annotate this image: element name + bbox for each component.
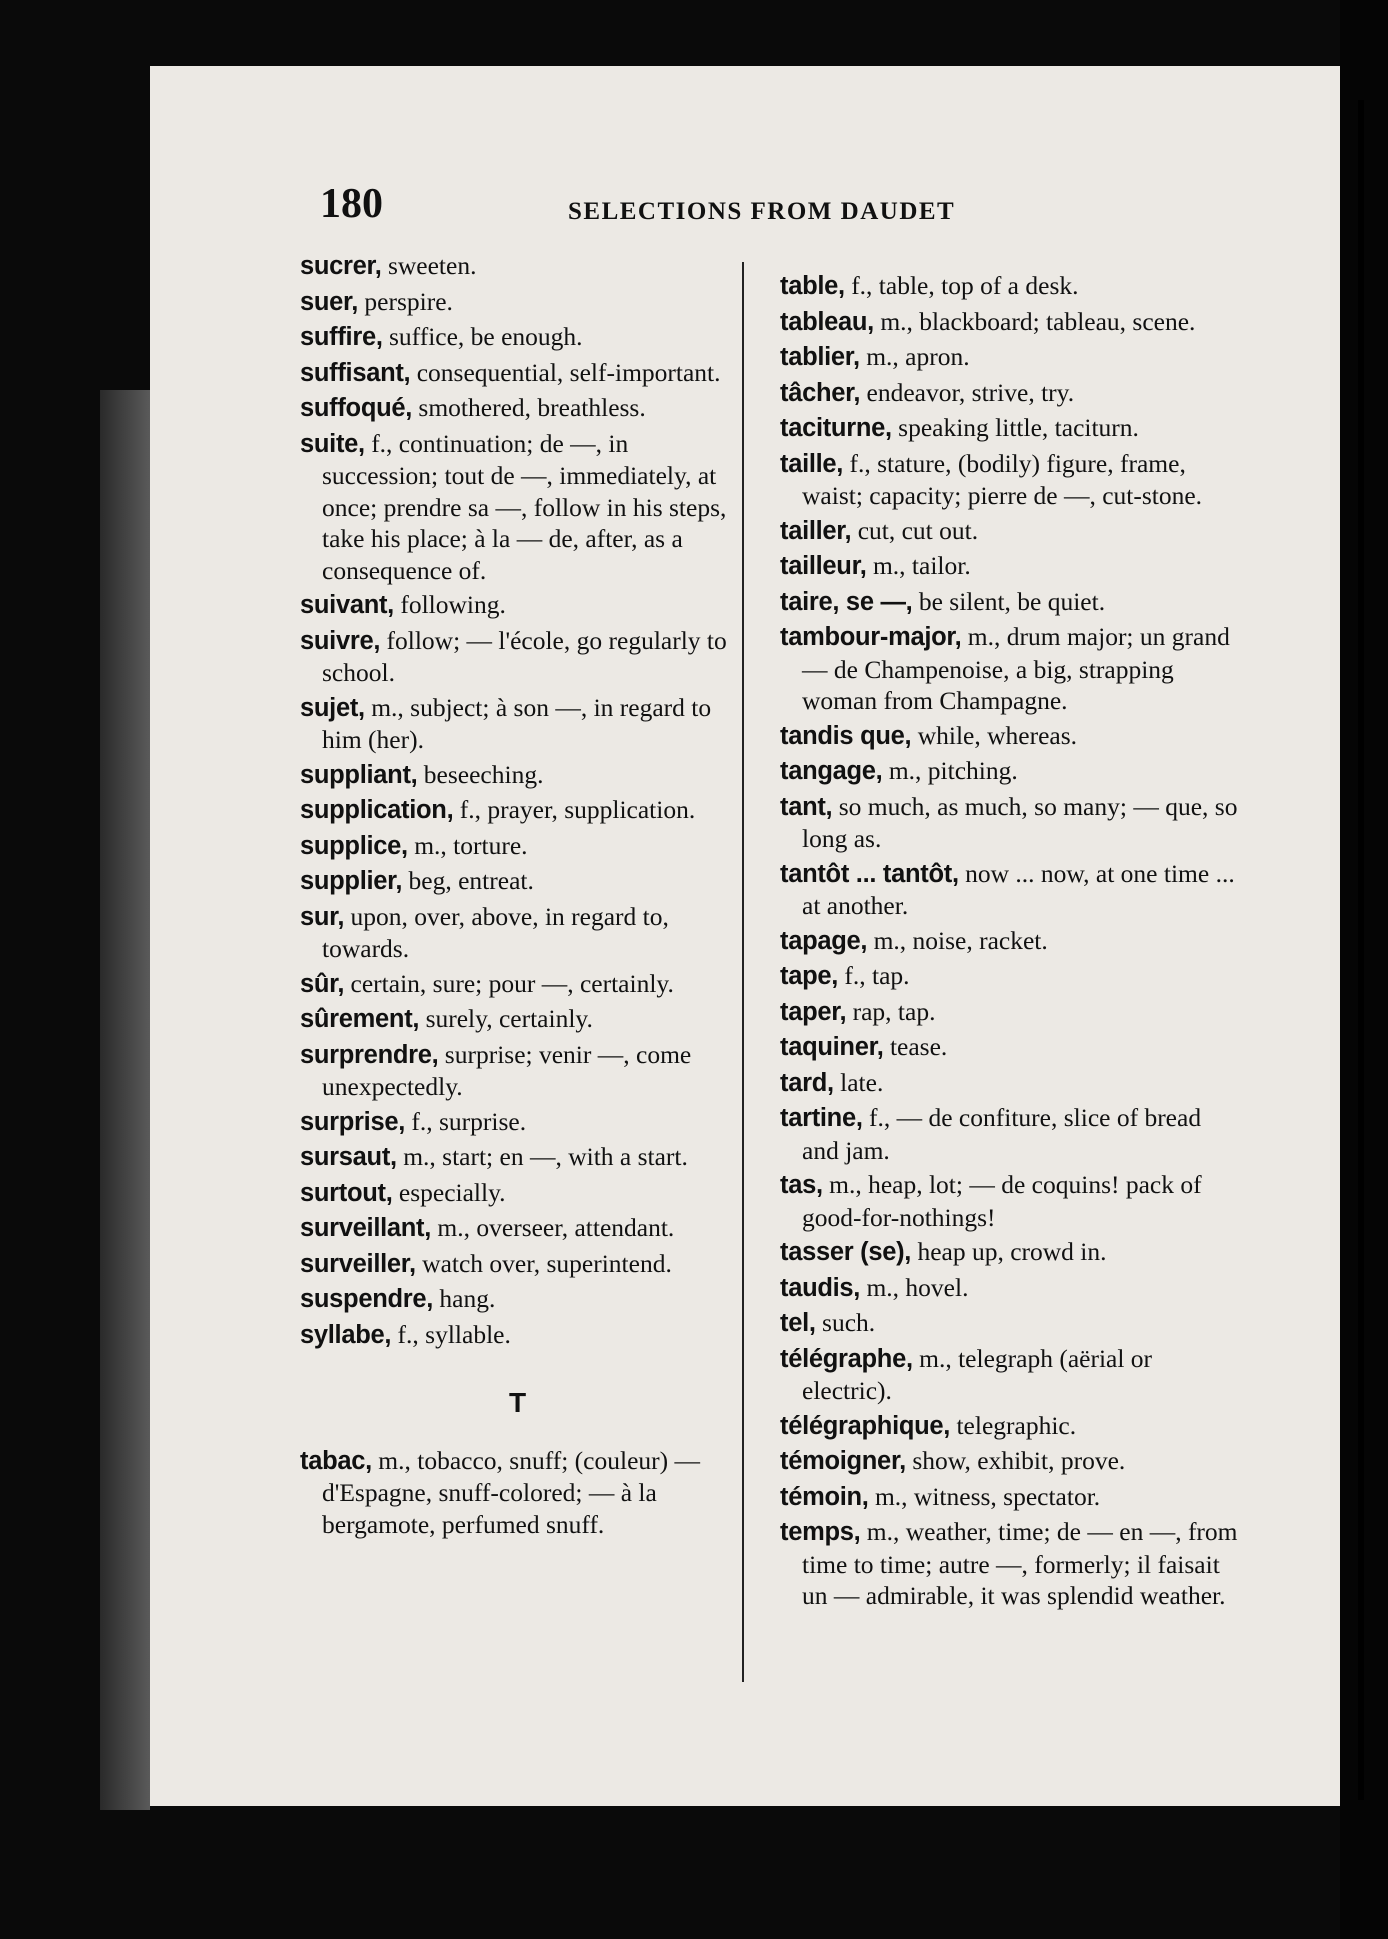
- right-margin-dark: [1340, 0, 1388, 1939]
- dictionary-entry: [780, 858, 1240, 922]
- entry-definition: following.: [393, 590, 506, 619]
- right-column: [780, 270, 1240, 1615]
- entry-headword: tambour-major,: [780, 623, 962, 651]
- dictionary-entry: [300, 1141, 735, 1174]
- entry-definition: hang.: [433, 1284, 496, 1313]
- entry-headword: surprise,: [300, 1107, 406, 1136]
- entry-headword: sujet,: [300, 693, 365, 722]
- entry-headword: syllabe,: [300, 1320, 392, 1349]
- entry-definition: while, whereas.: [911, 720, 1078, 750]
- dictionary-entry: [780, 515, 1240, 548]
- entry-definition: m., pitching.: [882, 756, 1018, 785]
- entry-headword: taudis,: [780, 1273, 861, 1302]
- dictionary-entry: [780, 1516, 1240, 1612]
- column-divider: [742, 262, 744, 1682]
- facing-page-edge: [1358, 100, 1364, 1800]
- dictionary-entry: [780, 377, 1240, 410]
- entry-headword: suite,: [300, 429, 365, 458]
- entry-headword: tangage,: [780, 757, 883, 785]
- entry-definition: suffice, be enough.: [382, 322, 583, 351]
- entry-headword: témoigner,: [780, 1447, 906, 1475]
- dictionary-entry: [780, 550, 1240, 583]
- dictionary-entry: [300, 968, 735, 1001]
- dictionary-entry: [780, 621, 1240, 717]
- dictionary-entry: [300, 759, 735, 792]
- dictionary-entry: [780, 1169, 1240, 1233]
- entry-headword: taper,: [780, 997, 847, 1026]
- entry-headword: tant,: [780, 792, 833, 821]
- entry-definition: sweeten.: [381, 251, 477, 280]
- entry-definition: m., telegraph (aërial or electric).: [802, 1343, 1153, 1405]
- entry-definition: speaking little, taciturn.: [891, 413, 1139, 442]
- entry-definition: f., — de confiture, slice of bread and jam.: [802, 1103, 1202, 1165]
- entry-headword: surveiller,: [300, 1249, 416, 1278]
- entry-definition: surprise; venir —, come unexpectedly.: [322, 1039, 692, 1101]
- entry-headword: télégraphique,: [780, 1411, 951, 1440]
- dictionary-entry: [300, 794, 735, 827]
- dictionary-entry: [780, 720, 1240, 753]
- entry-headword: sûrement,: [300, 1005, 420, 1033]
- dictionary-entry: [300, 357, 735, 390]
- dictionary-entry: [780, 1410, 1240, 1443]
- dictionary-entry: [300, 1445, 735, 1541]
- entry-headword: tasser (se),: [780, 1238, 912, 1266]
- dictionary-entry: [780, 996, 1240, 1029]
- dictionary-entry: [300, 1003, 735, 1036]
- dictionary-entry: [300, 865, 735, 898]
- entry-definition: beseeching.: [417, 759, 544, 789]
- entry-definition: f., stature, (bodily) figure, frame, waist; capacity; pierre de —, cut-stone.: [802, 448, 1203, 510]
- dictionary-entry: [300, 901, 735, 965]
- dictionary-entry: [780, 1067, 1240, 1100]
- entry-headword: taciturne,: [780, 414, 892, 442]
- entry-definition: telegraphic.: [950, 1410, 1077, 1440]
- entry-definition: f., syllable.: [391, 1319, 511, 1349]
- entry-headword: table,: [780, 272, 845, 300]
- dictionary-entry: [300, 692, 735, 756]
- dictionary-entry: [780, 791, 1240, 855]
- entry-definition: beg, entreat.: [402, 866, 534, 895]
- entry-definition: now ... now, at one time ... at another.: [802, 858, 1235, 920]
- dictionary-entry: [300, 1319, 735, 1352]
- entry-definition: m., tobacco, snuff; (couleur) — d'Espagne, snuff-colored; — à la bergamote, perfumed snuff.: [322, 1445, 701, 1539]
- dictionary-entry: [780, 306, 1240, 339]
- entry-definition: be silent, be quiet.: [912, 586, 1106, 616]
- dictionary-entry: [300, 830, 735, 863]
- entry-headword: temps,: [780, 1518, 861, 1546]
- entry-definition: f., continuation; de —, in succession; tout de —, immediately, at once; prendre sa —, follow in his steps, take his place; à la — de, after, as a consequence of.: [322, 428, 727, 585]
- entry-definition: m., blackboard; tableau, scene.: [873, 306, 1196, 336]
- dictionary-entry: [780, 1272, 1240, 1305]
- entry-headword: sursaut,: [300, 1143, 397, 1171]
- dictionary-entry: [300, 428, 735, 587]
- dictionary-entry: [300, 250, 735, 283]
- entry-headword: tabac,: [300, 1446, 372, 1475]
- entry-headword: supplice,: [300, 831, 408, 860]
- dictionary-entry: [300, 392, 735, 425]
- entry-headword: tableau,: [780, 307, 874, 336]
- entry-definition: especially.: [392, 1177, 506, 1207]
- entry-definition: follow; — l'école, go regularly to school.: [322, 625, 727, 687]
- dictionary-entry: [780, 1031, 1240, 1064]
- dictionary-entry: [300, 589, 735, 622]
- entry-headword: suer,: [300, 287, 359, 316]
- entry-definition: consequential, self-important.: [410, 357, 721, 387]
- entry-headword: suspendre,: [300, 1285, 434, 1313]
- entry-headword: suivant,: [300, 591, 394, 619]
- entry-headword: tapage,: [780, 926, 868, 955]
- dictionary-entry: [780, 448, 1240, 512]
- entry-headword: sur,: [300, 902, 345, 931]
- entry-definition: smothered, breathless.: [412, 393, 646, 422]
- entry-headword: tantôt ... tantôt,: [780, 859, 959, 888]
- entry-definition: f., surprise.: [405, 1106, 527, 1136]
- dictionary-entry: [780, 270, 1240, 303]
- entry-definition: m., start; en —, with a start.: [396, 1142, 688, 1171]
- entry-definition: endeavor, strive, try.: [860, 377, 1075, 407]
- entry-definition: upon, over, above, in regard to, towards.: [322, 901, 669, 963]
- dictionary-entry: [780, 1102, 1240, 1166]
- dictionary-entry: [300, 1283, 735, 1316]
- page-number: 180: [320, 181, 383, 227]
- entry-definition: late.: [833, 1067, 884, 1097]
- dictionary-entry: [780, 1343, 1240, 1407]
- entry-definition: heap up, crowd in.: [911, 1237, 1107, 1266]
- dictionary-entry: [780, 1307, 1240, 1340]
- dictionary-entry: [300, 286, 735, 319]
- left-t-entries: [300, 1445, 735, 1541]
- dictionary-entry: [300, 1248, 735, 1281]
- dictionary-entry: [780, 341, 1240, 374]
- entry-definition: m., heap, lot; — de coquins! pack of good-for-nothings!: [802, 1170, 1202, 1232]
- entry-definition: m., overseer, attendant.: [431, 1213, 675, 1242]
- entry-definition: f., tap.: [838, 961, 910, 990]
- entry-headword: tas,: [780, 1171, 823, 1199]
- entry-headword: tard,: [780, 1068, 834, 1097]
- entry-headword: supplication,: [300, 796, 454, 824]
- entry-definition: f., table, top of a desk.: [844, 271, 1079, 300]
- entry-definition: watch over, superintend.: [415, 1248, 672, 1278]
- entry-headword: tel,: [780, 1309, 816, 1337]
- entry-definition: m., torture.: [407, 830, 528, 860]
- dictionary-entry: [780, 412, 1240, 445]
- right-entries: [780, 270, 1240, 1612]
- dictionary-entry: [300, 1106, 735, 1139]
- entry-definition: m., weather, time; de — en —, from time to time; autre —, formerly; il faisait un — admirable, it was splendid weather.: [802, 1517, 1238, 1610]
- dictionary-entry: [780, 1445, 1240, 1478]
- entry-headword: tablier,: [780, 343, 860, 371]
- entry-definition: surely, certainly.: [419, 1004, 593, 1033]
- dictionary-entry: [780, 1236, 1240, 1269]
- dictionary-entry: [780, 925, 1240, 958]
- entry-definition: m., noise, racket.: [867, 925, 1048, 955]
- entry-definition: cut, cut out.: [851, 515, 979, 545]
- entry-definition: so much, as much, so many; — que, so long as.: [802, 791, 1238, 853]
- dictionary-entry: [300, 1177, 735, 1210]
- entry-headword: taille,: [780, 449, 844, 478]
- entry-definition: certain, sure; pour —, certainly.: [344, 968, 674, 998]
- entry-definition: show, exhibit, prove.: [905, 1446, 1126, 1475]
- running-title: SELECTIONS FROM DAUDET: [568, 198, 956, 225]
- entry-headword: surprendre,: [300, 1040, 439, 1069]
- dictionary-entry: [780, 1481, 1240, 1514]
- entry-headword: surveillant,: [300, 1214, 432, 1242]
- entry-headword: taquiner,: [780, 1033, 884, 1061]
- dictionary-entry: [300, 321, 735, 354]
- entry-definition: m., witness, spectator.: [868, 1481, 1101, 1511]
- entry-headword: suffire,: [300, 323, 383, 351]
- entry-definition: m., drum major; un grand — de Champenoise, a big, strapping woman from Champagne.: [802, 622, 1230, 715]
- dictionary-entry: [300, 1039, 735, 1103]
- entry-headword: surtout,: [300, 1178, 393, 1207]
- entry-headword: supplier,: [300, 867, 403, 895]
- entry-headword: témoin,: [780, 1482, 869, 1511]
- dictionary-entry: [780, 586, 1240, 619]
- entry-headword: suffoqué,: [300, 394, 413, 422]
- dictionary-entry: [780, 960, 1240, 993]
- entry-definition: tease.: [883, 1032, 948, 1061]
- entry-headword: suivre,: [300, 626, 381, 655]
- entry-definition: m., subject; à son —, in regard to him (her).: [322, 692, 712, 754]
- entry-headword: tâcher,: [780, 378, 861, 407]
- page-header: [320, 180, 1040, 240]
- entry-headword: suppliant,: [300, 760, 418, 789]
- entry-headword: sucrer,: [300, 252, 382, 280]
- dictionary-entry: [780, 755, 1240, 788]
- entry-definition: rap, tap.: [846, 996, 936, 1026]
- entry-definition: perspire.: [358, 286, 453, 316]
- entry-definition: such.: [815, 1308, 876, 1337]
- section-letter: T: [508, 1387, 527, 1418]
- entry-headword: tape,: [780, 962, 839, 990]
- entry-definition: m., hovel.: [860, 1272, 969, 1302]
- left-entries: [300, 250, 735, 1351]
- entry-definition: f., prayer, supplication.: [453, 795, 696, 824]
- dictionary-entry: [300, 625, 735, 689]
- entry-definition: m., tailor.: [866, 551, 971, 580]
- left-column: [300, 250, 735, 1543]
- entry-headword: suffisant,: [300, 358, 411, 387]
- entry-headword: taire, se —,: [780, 587, 913, 616]
- entry-headword: tartine,: [780, 1104, 863, 1132]
- entry-headword: tandis que,: [780, 721, 912, 750]
- entry-headword: tailleur,: [780, 552, 867, 580]
- entry-headword: tailler,: [780, 516, 852, 545]
- dictionary-entry: [300, 1212, 735, 1245]
- entry-definition: m., apron.: [859, 342, 970, 371]
- entry-headword: télégraphe,: [780, 1344, 913, 1373]
- entry-headword: sûr,: [300, 969, 345, 998]
- page-edge-shadow: [100, 390, 150, 1810]
